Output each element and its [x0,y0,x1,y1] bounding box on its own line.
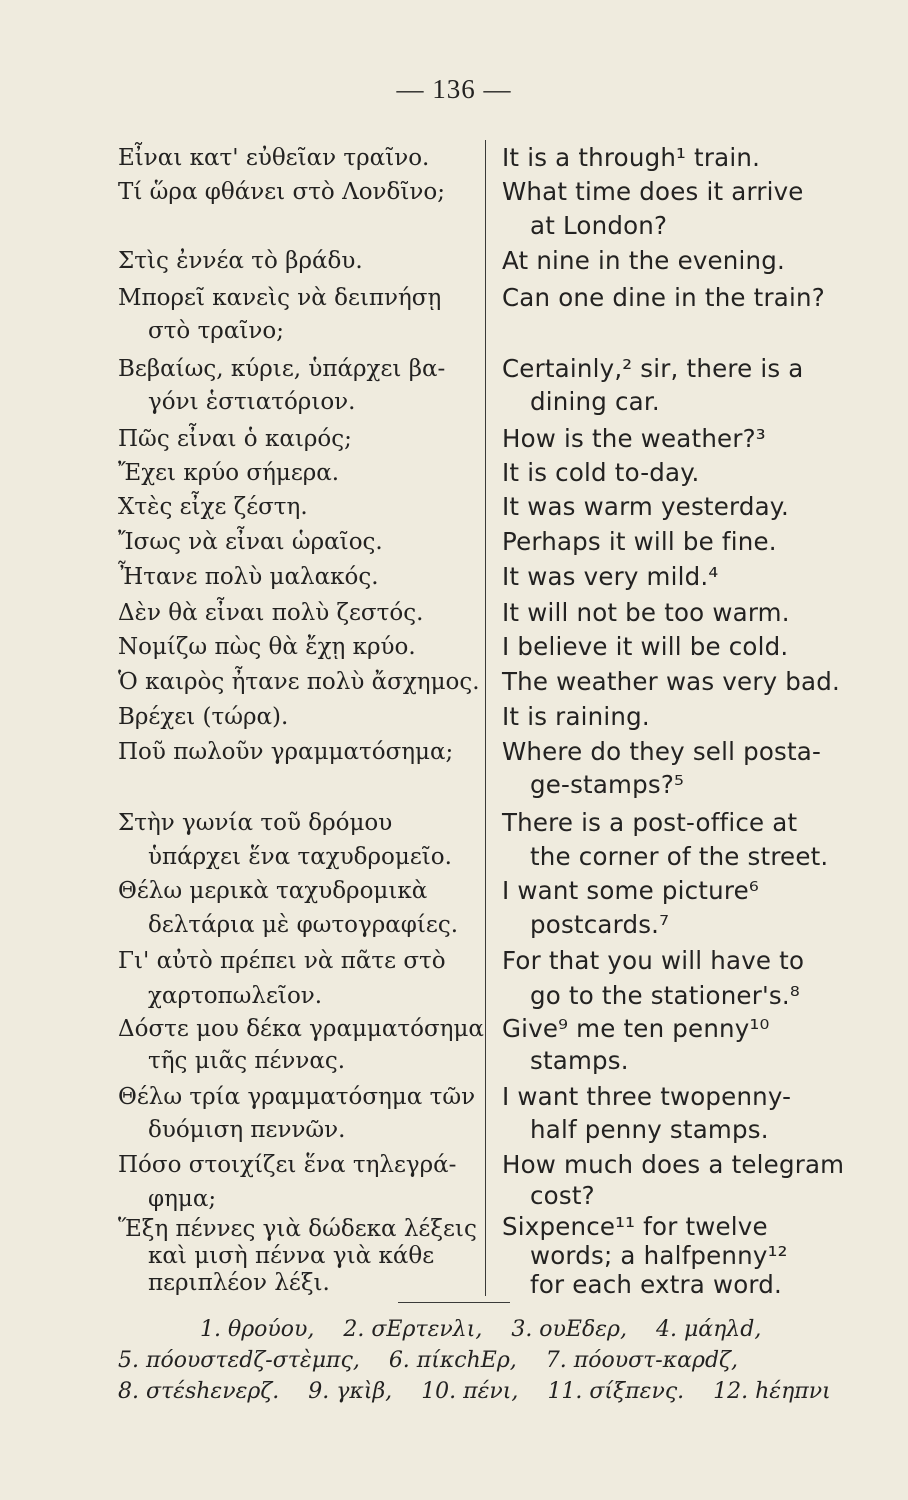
greek-line: Πόσο στοιχίζει ἕνα τηλεγρά- [118,1152,457,1178]
footnote: 3. ουΕδερ, [511,1317,627,1342]
footnote: 12. hέηπνι [713,1379,831,1404]
greek-line: Εἶναι κατ' εὐθεῖαν τραῖνο. [118,145,430,171]
english-line: It was very mild.⁴ [502,562,719,591]
english-line: How much does a telegram [502,1150,845,1179]
english-line: stamps. [530,1046,629,1075]
greek-line: Μπορεῖ κανεὶς νὰ δειπνήσῃ [118,285,442,311]
english-line: go to the stationer's.⁸ [530,981,800,1010]
greek-line: Βρέχει (τώρα). [118,704,289,730]
greek-line: καὶ μισὴ πέννα γιὰ κάθε [148,1243,435,1269]
footnote: 10. πένι, [421,1379,519,1404]
footnote-line [118,1377,831,1407]
english-line: How is the weather?³ [502,424,766,453]
greek-line: Θέλω τρία γραμματόσημα τῶν [118,1084,476,1110]
english-line: I want some picture⁶ [502,876,759,905]
english-line: dining car. [530,387,660,416]
greek-line: Βεβαίως, κύριε, ὑπάρχει βα- [118,356,446,382]
english-line: It was warm yesterday. [502,492,789,521]
greek-line: Στὶς ἐννέα τὸ βράδυ. [118,248,363,274]
english-line: I believe it will be cold. [502,632,789,661]
greek-line: Δὲν θὰ εἶναι πολὺ ζεστός. [118,600,424,626]
page-number: — 136 — [396,74,512,104]
greek-line: γόνι ἑστιατόριον. [148,389,356,415]
footnote: 6. πίκchΕρ, [388,1348,517,1373]
english-line: Sixpence¹¹ for twelve [502,1212,768,1241]
greek-line: Χτὲς εἶχε ζέστη. [118,494,308,520]
footnote: 11. σίξπενς. [547,1379,685,1404]
greek-line: ὑπάρχει ἕνα ταχυδρομεῖο. [148,844,452,870]
english-line: postcards.⁷ [530,910,670,939]
greek-line: περιπλέον λέξι. [148,1270,330,1296]
english-line: The weather was very bad. [502,667,840,696]
english-line: ge-stamps?⁵ [530,770,685,799]
footnote: 4. μάηλd, [655,1317,762,1342]
english-line: Perhaps it will be fine. [502,527,777,556]
english-line: Where do they sell posta- [502,737,822,766]
greek-line: Πῶς εἶναι ὁ καιρός; [118,426,352,452]
footnote-rule [398,1302,510,1303]
footnote: 9. γκὶβ, [308,1379,393,1404]
footnote: 7. πόουστ-καρdζ, [545,1348,738,1373]
footnote-line [200,1315,904,1345]
greek-line: Θέλω μερικὰ ταχυδρομικὰ [118,878,428,904]
greek-line: τῆς μιᾶς πέννας. [148,1048,346,1074]
footnote: 5. πόουστεdζ-στὲμπς, [118,1348,360,1373]
greek-line: Τί ὥρα φθάνει στὸ Λονδῖνο; [118,179,445,205]
english-line: It will not be too warm. [502,598,790,627]
english-line: words; a halfpenny¹² [530,1241,788,1270]
greek-line: Γι' αὐτὸ πρέπει νὰ πᾶτε στὸ [118,948,446,974]
greek-line: δυόμιση πεννῶν. [148,1117,346,1143]
english-line: I want three twopenny- [502,1082,792,1111]
greek-line: Ἴσως νὰ εἶναι ὡραῖος. [118,529,383,555]
english-line: cost? [530,1181,595,1210]
english-line: It is a through¹ train. [502,143,761,172]
english-line: the corner of the street. [530,842,829,871]
english-line: There is a post-office at [502,808,798,837]
english-line: For that you will have to [502,946,805,975]
greek-line: φημα; [148,1186,217,1212]
greek-line: στὸ τραῖνο; [148,318,284,344]
greek-line: Ὁ καιρὸς ἦτανε πολὺ ἄσχημος. [118,669,480,695]
footnote-line [118,1346,822,1376]
english-line: for each extra word. [530,1270,782,1299]
english-line: Can one dine in the train? [502,283,825,312]
footnote: 1. θρούου, [200,1317,315,1342]
english-line: It is raining. [502,702,650,731]
greek-line: Δόστε μου δέκα γραμματόσημα [118,1016,484,1042]
greek-line: χαρτοπωλεῖον. [148,983,323,1009]
english-line: Give⁹ me ten penny¹⁰ [502,1014,770,1043]
english-line: At nine in the evening. [502,246,786,275]
greek-line: Ποῦ πωλοῦν γραμματόσημα; [118,739,454,765]
english-line: half penny stamps. [530,1115,769,1144]
greek-line: Στὴν γωνία τοῦ δρόμου [118,810,393,836]
english-line: at London? [530,211,668,240]
greek-line: Ἦτανε πολὺ μαλακός. [118,564,379,590]
greek-line: Ἕξη πέννες γιὰ δώδεκα λέξεις [118,1216,477,1242]
footnote: 8. στέshενερζ. [118,1379,280,1404]
greek-line: δελτάρια μὲ φωτογραφίες. [148,912,459,938]
greek-line: Ἔχει κρύο σήμερα. [118,460,340,486]
footnote: 2. σΕρτενλι, [343,1317,483,1342]
english-line: What time does it arrive [502,177,804,206]
english-line: It is cold to-day. [502,458,700,487]
greek-line: Νομίζω πὼς θὰ ἔχῃ κρύο. [118,634,416,660]
english-line: Certainly,² sir, there is a [502,354,804,383]
